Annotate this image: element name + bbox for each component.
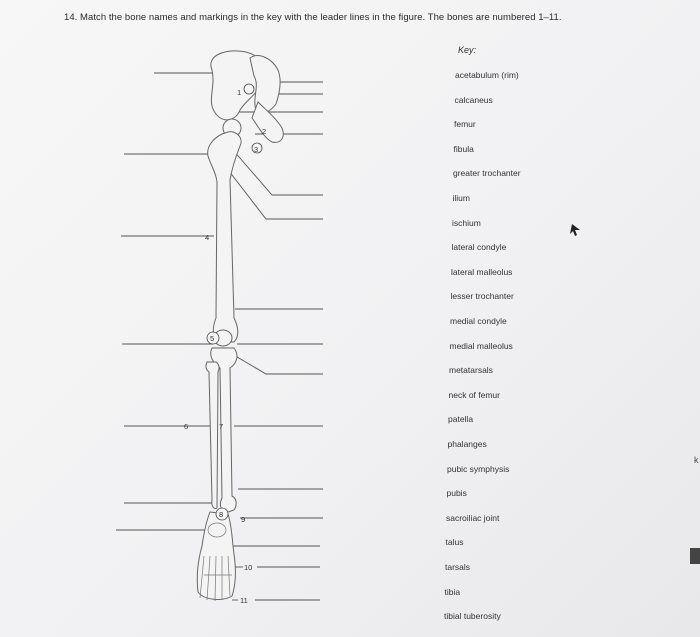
key-term: lesser trochanter bbox=[450, 291, 514, 302]
key-term: lateral malleolus bbox=[451, 266, 513, 277]
key-term: tarsals bbox=[445, 562, 471, 572]
key-term: patella bbox=[448, 414, 474, 425]
key-term: metatarsals bbox=[449, 365, 493, 376]
key-term: medial malleolus bbox=[449, 340, 513, 351]
key-term: ilium bbox=[452, 193, 470, 203]
bone-number-2: 2 bbox=[262, 127, 267, 136]
key-term: neck of femur bbox=[448, 389, 500, 400]
key-term: tibia bbox=[444, 586, 461, 597]
key-term: calcaneus bbox=[454, 94, 493, 105]
bone-number-6: 6 bbox=[184, 422, 189, 431]
bone-number-10: 10 bbox=[244, 563, 253, 572]
page-edge-text: k bbox=[694, 455, 699, 465]
key-term: medial condyle bbox=[450, 316, 507, 326]
page-edge-tab bbox=[690, 548, 700, 564]
key-term: phalanges bbox=[447, 439, 487, 449]
bone-number-8: 8 bbox=[219, 510, 224, 519]
key-term: fibula bbox=[453, 143, 474, 154]
bone-number-11: 11 bbox=[240, 596, 248, 605]
key-term: femur bbox=[454, 119, 476, 130]
bone-number-1: 1 bbox=[237, 88, 242, 97]
mouse-cursor-icon bbox=[570, 224, 580, 236]
key-term: pubis bbox=[446, 488, 467, 499]
key-term: ischium bbox=[452, 217, 481, 228]
key-term: greater trochanter bbox=[453, 168, 521, 179]
key-term: lateral condyle bbox=[451, 242, 507, 253]
question-text: 14. Match the bone names and markings in the key with the leader lines in the figure. The bones are numbered 1–11. bbox=[64, 12, 562, 23]
key-term: acetabulum (rim) bbox=[455, 70, 519, 80]
bone-number-7: 7 bbox=[219, 422, 224, 431]
bone-number-9: 9 bbox=[241, 515, 246, 524]
key-title: Key: bbox=[458, 45, 477, 55]
bone-number-4: 4 bbox=[205, 233, 210, 242]
key-term: talus bbox=[445, 537, 464, 548]
bone-number-3: 3 bbox=[254, 145, 259, 154]
key-term: sacroiliac joint bbox=[446, 512, 500, 523]
bone-number-5: 5 bbox=[210, 334, 215, 343]
key-term: tibial tuberosity bbox=[444, 611, 501, 622]
key-term: pubic symphysis bbox=[447, 463, 510, 474]
